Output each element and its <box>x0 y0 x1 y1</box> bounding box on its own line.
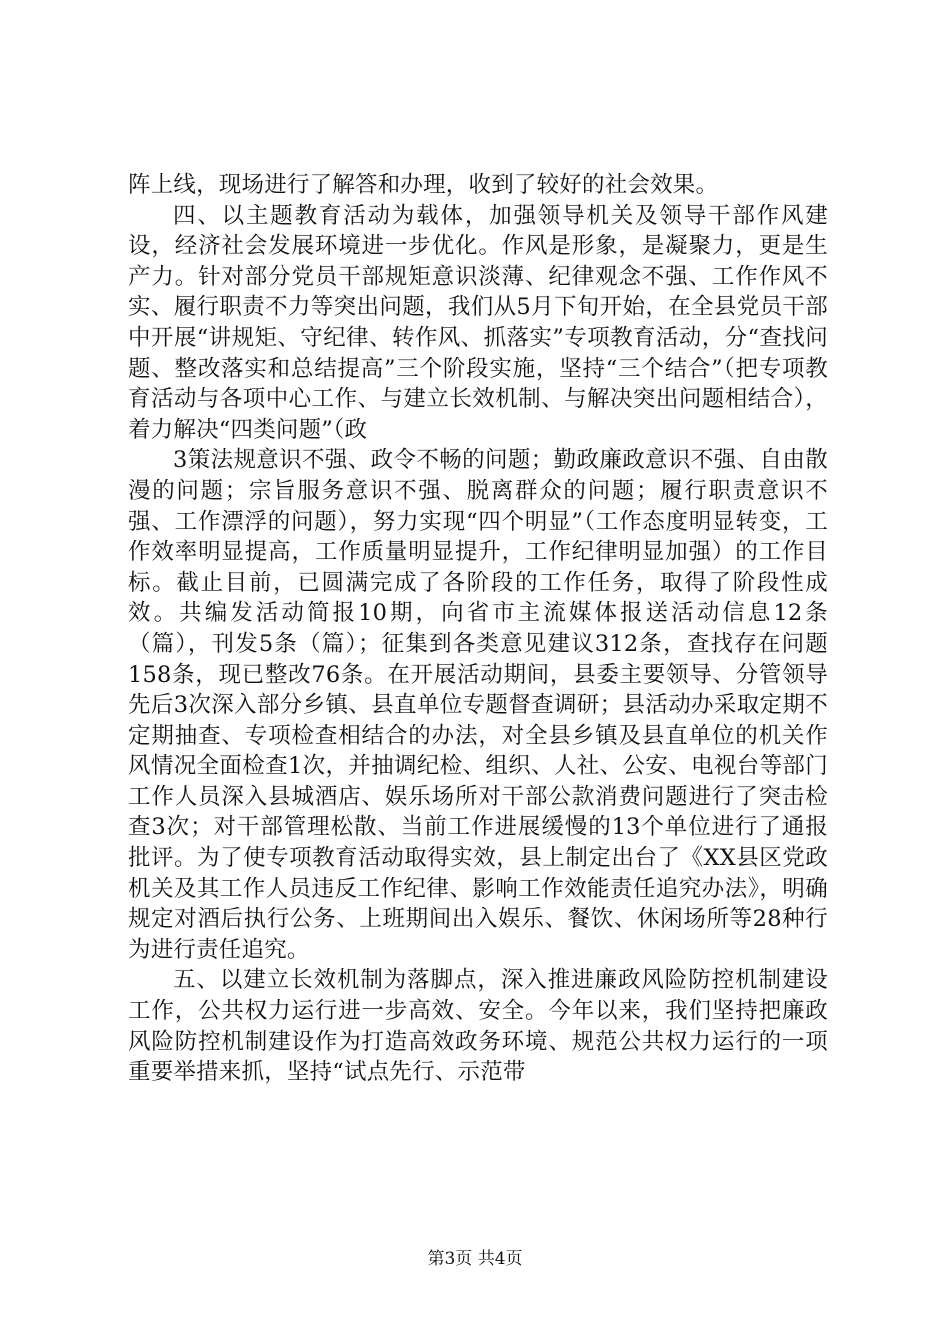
paragraph-section-four-continued: 3策法规意识不强、政令不畅的问题；勤政廉政意识不强、自由散漫的问题；宗旨服务意识不强、脱离群众的问题；履行职责意识不强、工作漂浮的问题），努力实现“四个明显”（工作态度明显转变，工作效率明显提高，工作质量明显提升，工作纪律明显加强）的工作目标。截止目前，已圆满完成了各阶段的工作任务，取得了阶段性成效。共编发活动简报10期，向省市主流媒体报送活动信息12条（篇），刊发5条（篇）；征集到各类意见建议312条，查找存在问题158条，现已整改76条。在开展活动期间，县委主要领导、分管领导先后3次深入部分乡镇、县直单位专题督查调研；县活动办采取定期不定期抽查、专项检查相结合的办法，对全县乡镇及县直单位的机关作风情况全面检查1次，并抽调纪检、组织、人社、公安、电视台等部门工作人员深入县城酒店、娱乐场所对干部公款消费问题进行了突击检查3次；对干部管理松散、当前工作进展缓慢的13个单位进行了通报批评。为了使专项教育活动取得实效，县上制定出台了《XX县区党政机关及其工作人员违反工作纪律、影响工作效能责任追究办法》，明确规定对酒后执行公务、上班期间出入娱乐、餐饮、休闲场所等28种行为进行责任追究。 <box>128 447 828 963</box>
paragraph-continuation: 阵上线，现场进行了解答和办理，收到了较好的社会效果。 <box>128 172 719 198</box>
paragraph-section-four: 四、以主题教育活动为载体，加强领导机关及领导干部作风建设，经济社会发展环境进一步优化。作风是形象，是凝聚力，更是生产力。针对部分党员干部规矩意识淡薄、纪律观念不强、工作作风不实、履行职责不力等突出问题，我们从5月下旬开始，在全县党员干部中开展“讲规矩、守纪律、转作风、抓落实”专项教育活动，分“查找问题、整改落实和总结提高”三个阶段实施，坚持“三个结合”（把专项教育活动与各项中心工作、与建立长效机制、与解决突出问题相结合），着力解决“四类问题”（政 <box>128 202 828 443</box>
page-footer: 第3页 共4页 <box>427 1249 523 1269</box>
paragraph-section-five: 五、以建立长效机制为落脚点，深入推进廉政风险防控机制建设工作，公共权力运行进一步高效、安全。今年以来，我们坚持把廉政风险防控机制建设作为打造高效政务环境、规范公共权力运行的一项重要举措来抓，坚持“试点先行、示范带 <box>128 967 828 1086</box>
document-body <box>128 170 828 1088</box>
